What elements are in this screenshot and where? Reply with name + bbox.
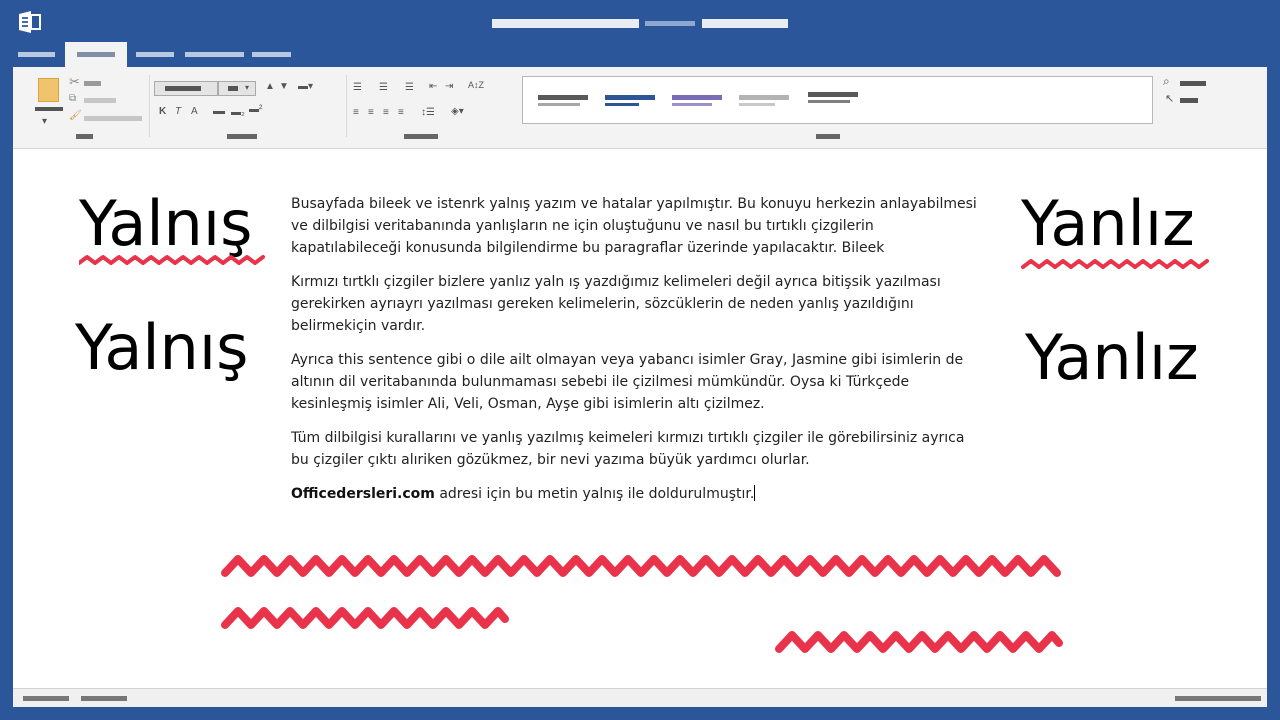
ribbon-tabs: [0, 44, 1280, 68]
font-size-dropdown[interactable]: ▾: [218, 81, 256, 96]
text-cursor: [754, 485, 755, 501]
tab-design[interactable]: [185, 52, 244, 57]
bullets-icon[interactable]: ☰: [353, 82, 362, 93]
tab-insert[interactable]: [136, 52, 174, 57]
body-text[interactable]: [291, 193, 981, 517]
line-spacing-icon[interactable]: ↕☰: [421, 107, 435, 118]
font-group-label: [227, 134, 257, 139]
style-heading1[interactable]: [605, 95, 655, 106]
copy-icon[interactable]: ⧉: [69, 93, 77, 104]
squiggle-left-top: [79, 251, 265, 269]
paste-dropdown-icon[interactable]: ▾: [42, 116, 48, 127]
big-word-misspelled-right-bottom: Yanlız: [1025, 321, 1199, 394]
cut-label: [84, 81, 101, 86]
cut-icon[interactable]: ✂: [69, 74, 80, 89]
numbering-icon[interactable]: ☰: [379, 82, 388, 93]
select-label: [1180, 98, 1198, 103]
find-label: [1180, 81, 1206, 86]
paragraph-1[interactable]: Busayfada bileek ve istenrk yalnış yazım ve hatalar yapılmıştır. Bu konuyu herkezin anlayabilmesi ve dilbilgisi veritabanında yanlışların ne için oluştuğunu ve nasıl bu tırtıklı çizgilerin kapatılabileceği konusunda bilgilendirme bu paragraflar üzerinde yapılacaktır. Bileek: [291, 196, 977, 256]
paragraph-5-rest: adresi için bu metin yalnış ile doldurulmuştır.: [434, 486, 755, 502]
italic-button[interactable]: T: [175, 106, 182, 117]
zigzag-large-middle: [219, 601, 511, 635]
grow-font-icon[interactable]: ▲: [265, 81, 275, 92]
big-word-misspelled-right-top: Yanlız: [1021, 187, 1195, 260]
app-title: [702, 19, 788, 28]
zigzag-large-top: [219, 549, 1065, 585]
style-heading2[interactable]: [672, 95, 722, 106]
style-subtle[interactable]: [739, 95, 789, 106]
format-painter-label: [84, 116, 142, 121]
decrease-indent-icon[interactable]: ⇤: [429, 81, 438, 92]
paragraph-3[interactable]: Ayrıca this sentence gibi o dile ailt olmayan veya yabancı isimler Gray, Jasmine gibi isimlerin de altının dil veritabanında bulunmaması sebebi ile çizilmesi mümkündür. Oysa ki Türkçede kesinleşmiş isimler Ali, Veli, Osman, Ayşe gibi isimlerin altı çizilmez.: [291, 352, 964, 412]
align-right-icon[interactable]: ≡: [383, 107, 389, 118]
paragraph-4[interactable]: Tüm dilbilgisi kurallarını ve yanlış yazılmış keimeleri kırmızı tırtıklı çizgiler ile görebilirsiniz ayrıca bu çizgiler çıktı alıriken gözükmez, bir nevi yazıma büyük yardımcı olurlar.: [291, 430, 965, 468]
style-title[interactable]: [808, 92, 858, 103]
ribbon: [13, 67, 1267, 149]
format-painter-icon[interactable]: 🖌: [69, 110, 82, 121]
clear-format-icon[interactable]: ▬▾: [298, 81, 314, 92]
tab-file[interactable]: [18, 52, 55, 57]
justify-icon[interactable]: ≡: [398, 107, 404, 118]
underline-button[interactable]: A: [191, 106, 198, 117]
styles-gallery[interactable]: [522, 76, 1153, 124]
superscript-button[interactable]: ▬²: [249, 104, 263, 115]
paragraph-group-label: [404, 134, 438, 139]
word-count[interactable]: [81, 696, 127, 701]
clipboard-group-label: [76, 134, 93, 139]
find-icon[interactable]: ⌕: [1163, 74, 1170, 88]
font-name-dropdown[interactable]: [154, 81, 218, 96]
tab-layout[interactable]: [252, 52, 291, 57]
align-center-icon[interactable]: ≡: [368, 107, 374, 118]
copy-label: [84, 98, 116, 103]
zoom-slider[interactable]: [1175, 696, 1261, 701]
select-icon[interactable]: ↖: [1165, 93, 1175, 105]
tab-home[interactable]: [65, 42, 127, 68]
styles-group-label: [816, 134, 840, 139]
strikethrough-button[interactable]: [213, 111, 225, 114]
title-separator: [645, 21, 695, 26]
paste-icon[interactable]: [38, 78, 59, 102]
shading-icon[interactable]: ◈▾: [451, 106, 464, 117]
paste-label: [35, 107, 63, 111]
big-word-misspelled-left-bottom: Yalnış: [75, 311, 249, 384]
paragraph-5[interactable]: [291, 483, 981, 505]
status-bar: [13, 688, 1267, 707]
zigzag-large-bottom: [773, 625, 1065, 659]
page-count[interactable]: [23, 696, 69, 701]
site-name: Officedersleri.com: [291, 486, 435, 502]
word-app-icon[interactable]: [16, 9, 42, 35]
title-bar: [0, 0, 1280, 44]
squiggle-right-top: [1021, 255, 1213, 273]
sort-icon[interactable]: A↕Z: [468, 80, 485, 90]
document-page[interactable]: [13, 149, 1267, 688]
multilevel-list-icon[interactable]: ☰: [405, 82, 414, 93]
big-word-misspelled-left-top: Yalnış: [79, 187, 253, 260]
align-left-icon[interactable]: ≡: [353, 107, 359, 118]
subscript-button[interactable]: ▬₂: [231, 107, 245, 118]
style-normal[interactable]: [538, 95, 588, 106]
document-title: [492, 19, 639, 28]
paragraph-2[interactable]: Kırmızı tırtklı çizgiler bizlere yanlız yaln ış yazdığımız kelimeleri değil ayrıca bitişsik yazılması gerekirken ayrıayrı yazılması gereken kelimelerin, sözcüklerin de neden yanlış yazıldığını belirmekiçin vardır.: [291, 274, 941, 334]
bold-button[interactable]: K: [159, 106, 167, 117]
shrink-font-icon[interactable]: ▼: [279, 81, 289, 92]
increase-indent-icon[interactable]: ⇥: [445, 81, 454, 92]
